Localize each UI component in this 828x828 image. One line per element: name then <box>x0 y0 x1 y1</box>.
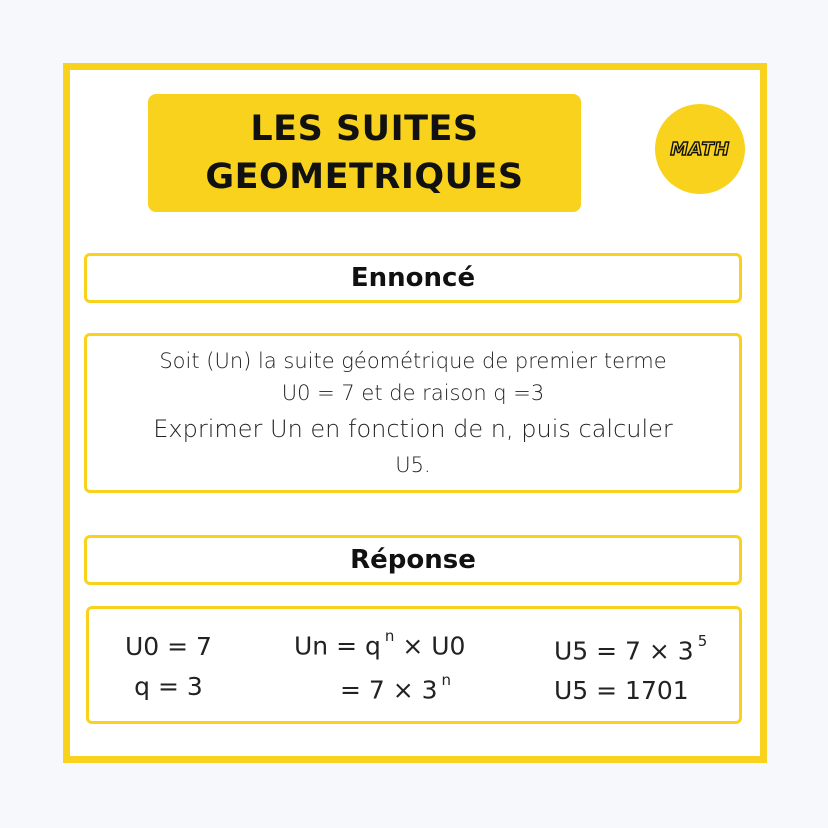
result-line-1 <box>554 625 707 671</box>
title-line-2: GEOMETRIQUES <box>205 157 524 197</box>
formula-line-1 <box>294 621 465 665</box>
title-line-1: LES SUITES <box>250 109 479 149</box>
enonce-heading <box>84 253 742 303</box>
formula-line-1-exponent: n <box>384 627 395 645</box>
title-banner <box>148 94 581 212</box>
formula-line-2 <box>294 665 465 709</box>
formula-line-2-exponent: n <box>441 671 452 690</box>
reponse-formula <box>294 621 465 710</box>
result-line-1-exponent: 5 <box>697 632 708 650</box>
given-q: q = 3 <box>134 672 203 701</box>
enonce-line-2: U0 = 7 et de raison q =3 <box>281 381 545 405</box>
enonce-line-1: Soit (Un) la suite géométrique de premier terme <box>159 349 667 373</box>
reponse-given-values <box>125 627 212 707</box>
math-badge <box>655 104 745 194</box>
formula-line-1-rest: × U0 <box>394 631 466 661</box>
reponse-box <box>86 606 742 724</box>
result-line-1-base: U5 = 7 × 3 <box>554 636 694 666</box>
math-badge-label: MATH <box>670 138 730 160</box>
formula-line-2-base: = 7 × 3 <box>340 675 438 705</box>
enonce-box <box>84 333 742 493</box>
formula-line-1-base: Un = q <box>294 631 381 661</box>
enonce-line-4: U5. <box>395 453 431 477</box>
enonce-line-3: Exprimer Un en fonction de n, puis calculer <box>153 415 673 443</box>
reponse-heading-text: Réponse <box>350 545 476 575</box>
reponse-heading <box>84 535 742 585</box>
result-line-2: U5 = 1701 <box>554 676 689 706</box>
enonce-heading-text: Ennoncé <box>350 263 476 293</box>
given-u0: U0 = 7 <box>125 632 212 661</box>
reponse-result <box>554 625 707 711</box>
